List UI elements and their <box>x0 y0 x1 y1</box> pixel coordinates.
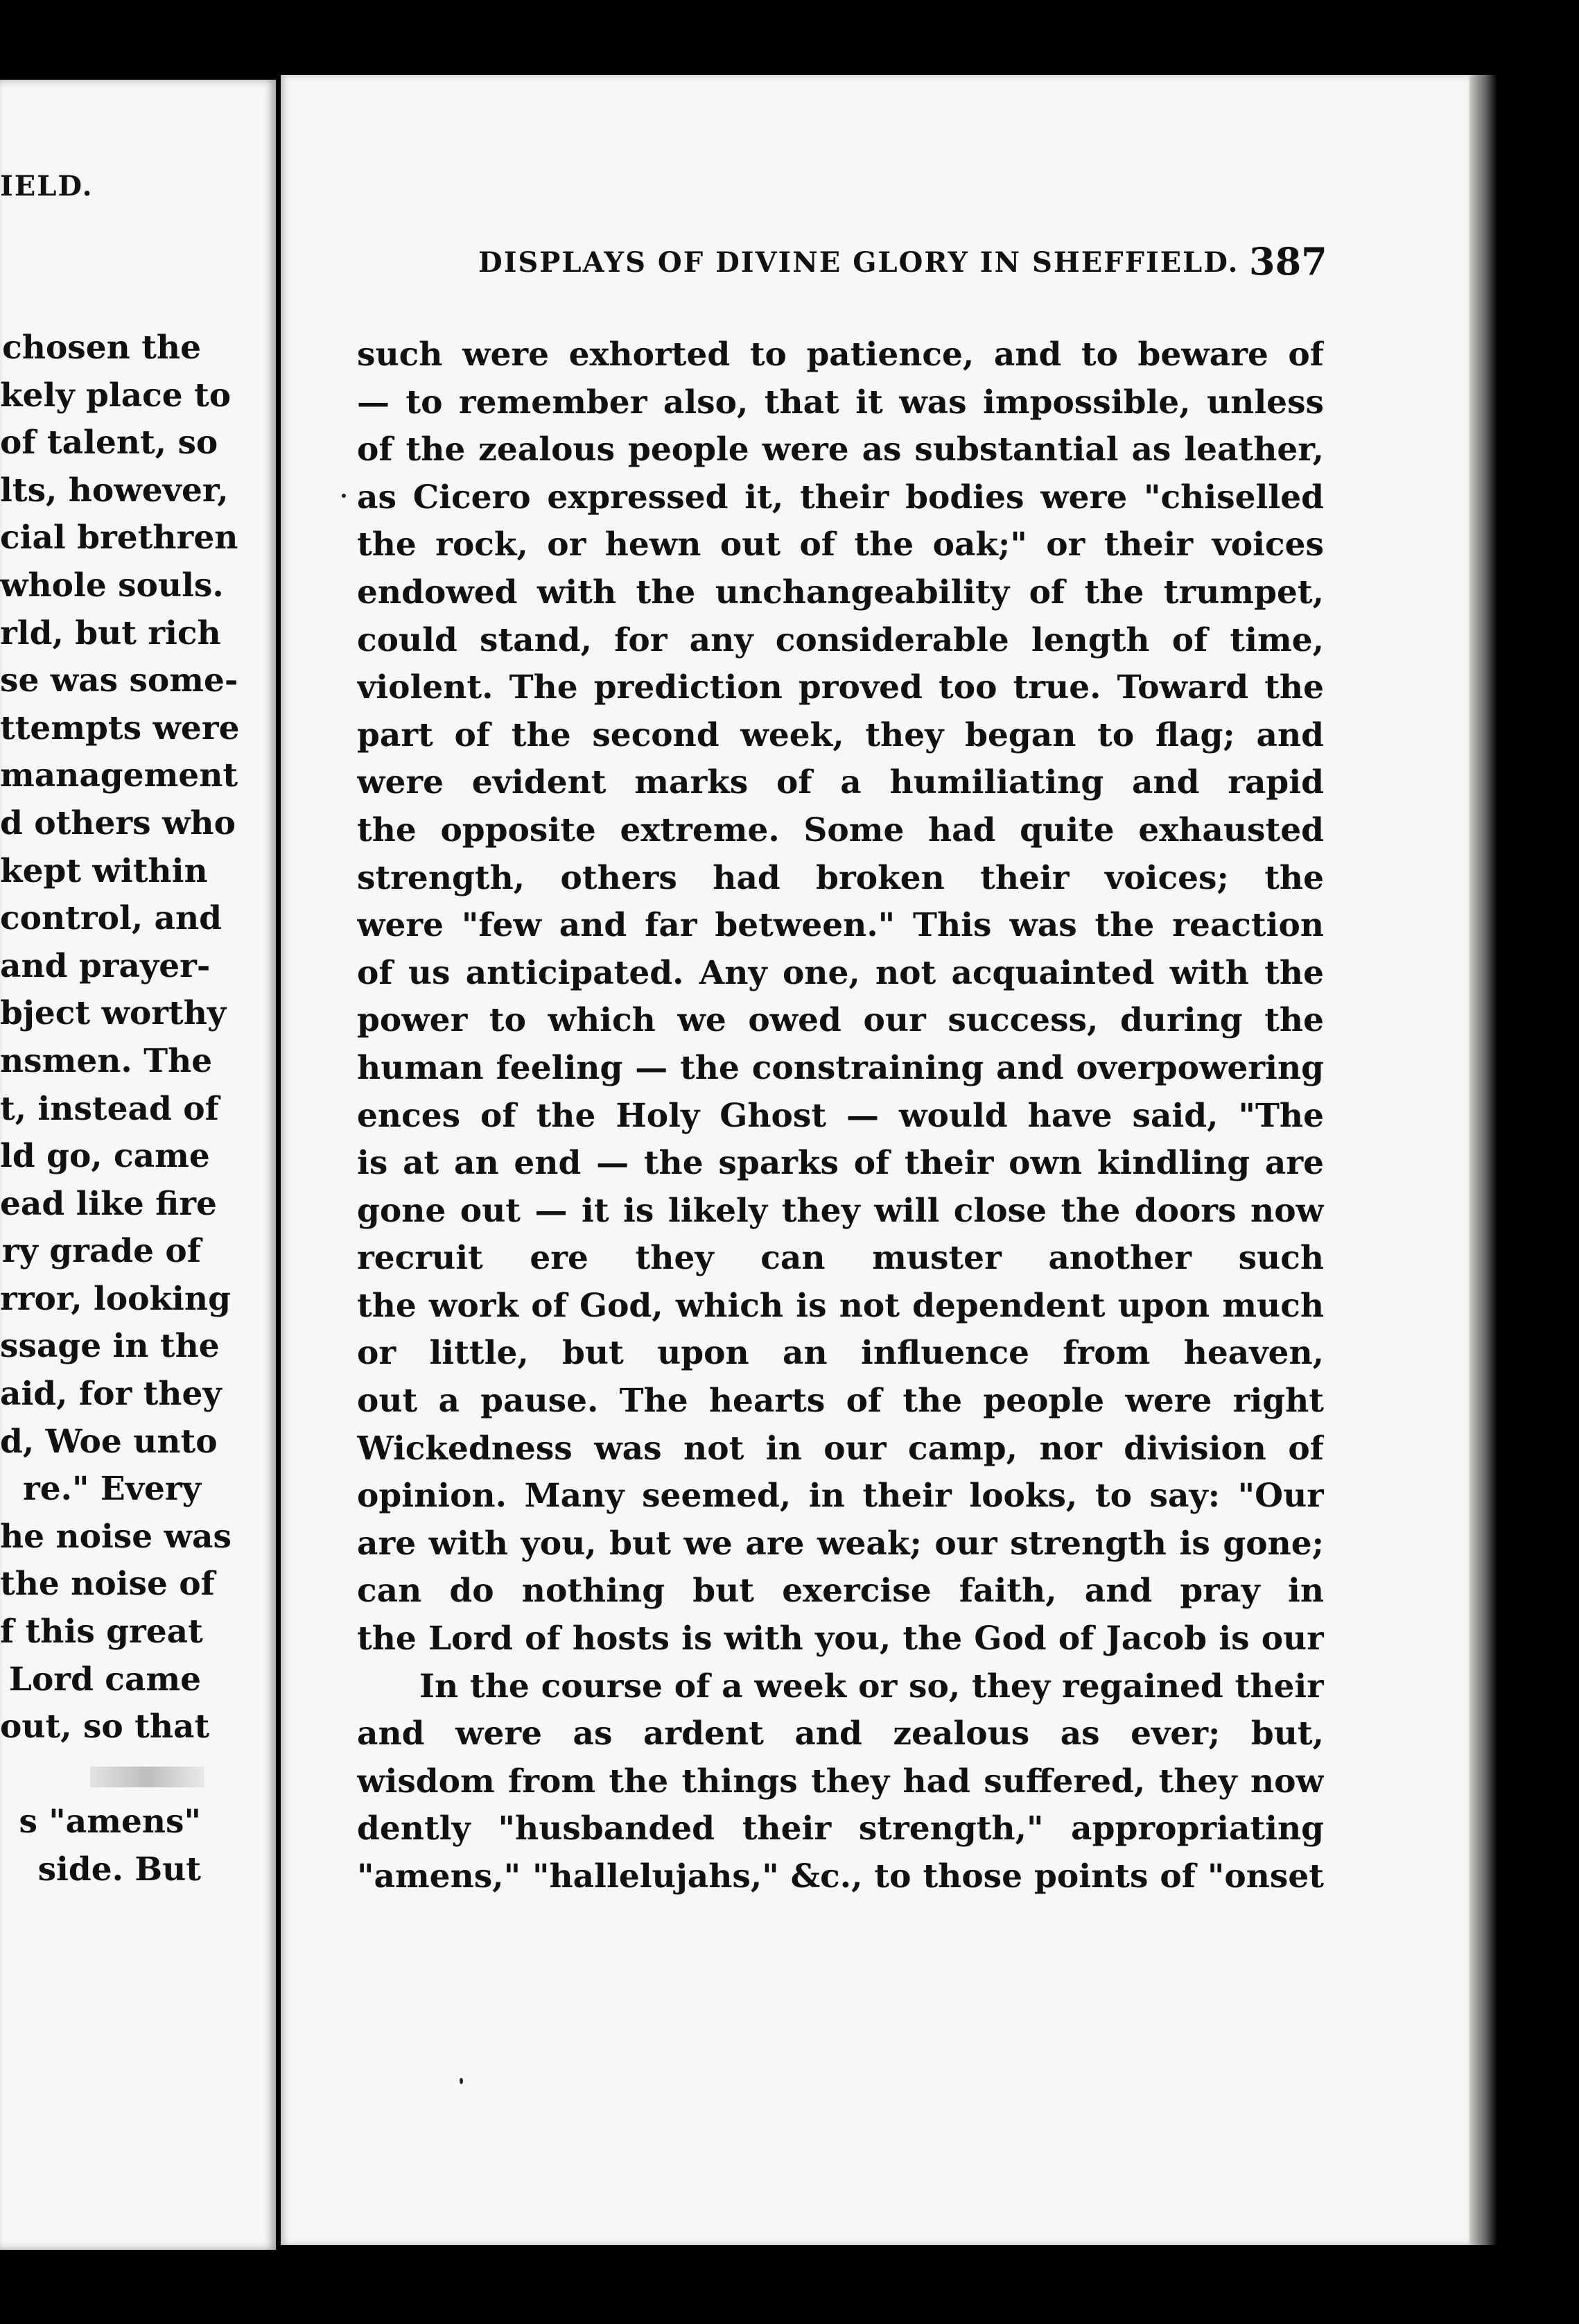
text-line: d, Woe unto <box>0 1422 218 1461</box>
ink-speck <box>342 494 346 498</box>
text-line: as Cicero expressed it, their bodies were "chiselled <box>357 478 1324 517</box>
text-line: violent. The prediction proved too true. Toward the <box>357 668 1324 707</box>
text-line: chosen the <box>2 329 201 367</box>
text-line: aid, for they <box>0 1375 222 1414</box>
left-page-text <box>0 324 240 1894</box>
text-line: whole souls. <box>0 566 224 605</box>
text-line: the rock, or hewn out of the oak;" or their voices <box>357 526 1324 564</box>
text-line: kept within <box>0 851 208 890</box>
text-line: re." Every <box>23 1470 201 1509</box>
text-line: out a pause. The hearts of the people were right <box>357 1382 1324 1421</box>
text-line: ssage in the <box>0 1327 220 1366</box>
text-line: of talent, so <box>0 424 218 462</box>
text-line: gone out — it is likely they will close the doors now <box>357 1191 1324 1230</box>
text-line: or little, but upon an influence from heaven, <box>357 1334 1324 1373</box>
text-line: d others who <box>0 804 236 842</box>
text-line: s "amens" <box>19 1803 201 1841</box>
page-edge-shadow <box>1469 75 1497 2245</box>
text-line: ttempts were <box>0 709 240 747</box>
text-line: human feeling — the constraining and overpowering <box>357 1048 1324 1087</box>
text-line: In the course of a week or so, they regained their <box>419 1667 1324 1706</box>
text-line: Wickedness was not in our camp, nor division of <box>357 1429 1324 1468</box>
text-line: f this great <box>0 1613 203 1651</box>
text-line: recruit ere they can muster another such <box>357 1239 1324 1278</box>
text-line: nsmen. The <box>0 1041 213 1080</box>
text-line: se was some- <box>0 661 238 700</box>
text-line: management <box>0 756 238 795</box>
text-line: Lord came <box>8 1660 201 1699</box>
text-line: were "few and far between." This was the reaction <box>357 906 1324 945</box>
text-line: is at an end — the sparks of their own kindling are <box>357 1144 1324 1183</box>
text-line: bject worthy <box>0 994 227 1033</box>
text-line: of the zealous people were as substantial as leather, <box>357 431 1324 469</box>
text-line: dently "husbanded their strength," appropriating <box>357 1810 1324 1848</box>
text-line: were evident marks of a humiliating and rapid <box>357 763 1324 802</box>
text-line: could stand, for any considerable length of time, <box>357 621 1324 659</box>
ink-speck <box>460 2078 463 2084</box>
right-running-head: DISPLAYS OF DIVINE GLORY IN SHEFFIELD. <box>478 246 1239 279</box>
text-line: ences of the Holy Ghost — would have said, "The <box>357 1096 1324 1135</box>
text-line: strength, others had broken their voices; the <box>357 858 1324 897</box>
text-line: part of the second week, they began to flag; and <box>357 716 1324 754</box>
text-line: control, and <box>0 899 223 938</box>
text-line: the Lord of hosts is with you, the God of Jacob is our <box>357 1620 1324 1658</box>
text-line: can do nothing but exercise faith, and pray in <box>357 1572 1324 1611</box>
text-line: such were exhorted to patience, and to beware of <box>357 336 1324 374</box>
text-line: the opposite extreme. Some had quite exhausted <box>357 810 1324 849</box>
text-line: lts, however, <box>0 471 229 510</box>
text-line: rld, but rich <box>0 614 221 652</box>
text-line: ld go, came <box>0 1137 210 1176</box>
text-line: "amens," "hallelujahs," &c., to those points of "onset <box>357 1857 1324 1896</box>
right-page-text <box>357 331 1324 1901</box>
text-line <box>0 1751 201 1799</box>
left-running-head: IELD. <box>0 170 94 202</box>
text-line: out, so that <box>0 1708 210 1746</box>
text-line: and were as ardent and zealous as ever; but, <box>357 1715 1324 1753</box>
text-line: the work of God, which is not dependent upon much <box>357 1286 1324 1325</box>
text-line: the noise of <box>0 1565 215 1604</box>
text-line: — to remember also, that it was impossible, unless <box>357 383 1324 422</box>
text-line: rror, looking <box>0 1279 231 1318</box>
text-line: t, instead of <box>0 1089 219 1128</box>
text-line: side. But <box>37 1850 201 1889</box>
text-line: and prayer- <box>0 946 211 985</box>
text-line: ry grade of <box>1 1232 201 1271</box>
page-number: 387 <box>1249 239 1327 284</box>
text-line: he noise was <box>0 1517 232 1556</box>
text-line: cial brethren <box>0 519 238 557</box>
text-line: wisdom from the things they had suffered, they now <box>357 1762 1324 1801</box>
text-line: are with you, but we are weak; our strength is gone; <box>357 1524 1324 1563</box>
text-line: opinion. Many seemed, in their looks, to say: "Our <box>357 1477 1324 1516</box>
text-line: of us anticipated. Any one, not acquainted with the <box>357 953 1324 992</box>
text-line: endowed with the unchangeability of the trumpet, <box>357 573 1324 612</box>
text-line: power to which we owed our success, during the <box>357 1001 1324 1040</box>
text-line: ead like fire <box>0 1184 217 1223</box>
text-line: kely place to <box>0 376 232 415</box>
